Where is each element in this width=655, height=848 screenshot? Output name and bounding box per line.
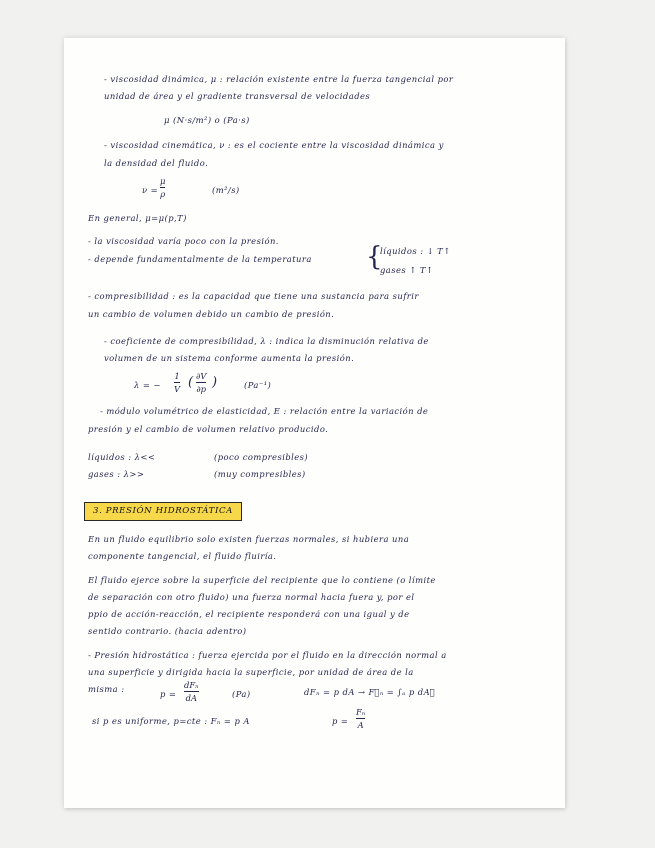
fraction-bar (160, 187, 165, 188)
text-line: El fluido ejerce sobre la superficie del recipiente que lo contiene (o límite (88, 575, 436, 585)
text-line: una superficie y dirigida hacia la superficie, por unidad de área de la (88, 667, 414, 677)
text-line: - viscosidad dinámica, μ : relación existente entre la fuerza tangencial por (104, 74, 454, 84)
denominator: dA (185, 693, 197, 703)
unit-text: (Pa⁻¹) (244, 380, 272, 390)
text-line: componente tangencial, el fluido fluiría. (88, 551, 277, 561)
text-line: misma : (88, 684, 125, 694)
paren: ( (188, 375, 194, 390)
denominator: V (174, 384, 181, 394)
fraction-pfa (356, 707, 365, 730)
fraction-pdf (184, 680, 199, 703)
numerator: 1 (174, 371, 180, 381)
text-line: presión y el cambio de volumen relativo producido. (88, 424, 329, 434)
text-line: (poco compresibles) (214, 452, 309, 462)
text-line: la densidad del fluido. (104, 158, 209, 168)
numerator: dFₙ (184, 680, 199, 690)
numerator: μ (160, 176, 166, 186)
paren: ) (212, 375, 218, 390)
numerator: ∂V (196, 371, 207, 381)
text-line: En general, μ=μ(p,T) (88, 213, 187, 223)
fraction-bar (356, 718, 365, 719)
formula-label: λ = − (134, 380, 161, 390)
text-line: gases ↑ T↑ (380, 265, 434, 275)
fraction-nu (160, 176, 165, 199)
fraction-bar (196, 382, 206, 383)
text-line: - la viscosidad varía poco con la presión. (88, 236, 279, 246)
text-line: ppio de acción-reacción, el recipiente responderá con una igual y de (88, 609, 410, 619)
text-line: sentido contrario. (hacia adentro) (88, 626, 247, 636)
text-line: un cambio de volumen debido un cambio de presión. (88, 309, 335, 319)
section-heading: 3. PRESIÓN HIDROSTÁTICA (84, 502, 242, 521)
text-line: - Presión hidrostática : fuerza ejercida por el fluido en la dirección normal a (88, 650, 447, 660)
denominator: ∂p (196, 384, 207, 394)
text-line: volumen de un sistema conforme aumenta la presión. (104, 353, 355, 363)
fraction-bar (174, 382, 180, 383)
text-line: líquidos : λ<< (88, 452, 156, 462)
text-line: - compresibilidad : es la capacidad que tiene una sustancia para sufrir (88, 291, 419, 301)
formula-label: ν = (142, 185, 159, 195)
fraction-bar (184, 691, 199, 692)
fraction-lambda (174, 371, 180, 394)
unit-text: (m²/s) (212, 185, 240, 195)
text-line: de separación con otro fluido) una fuerza normal hacia fuera y, por el (88, 592, 415, 602)
text-line: - módulo volumétrico de elasticidad, E : relación entre la variación de (100, 406, 429, 416)
text-line: (muy compresibles) (214, 469, 306, 479)
formula-line: dFₙ = p dA → F⃗ₙ = ∫ₐ p dA⃗ (304, 687, 436, 697)
text-line: gases : λ>> (88, 469, 145, 479)
unit-text: (Pa) (232, 689, 251, 699)
text-line: unidad de área y el gradiente transversal de velocidades (104, 91, 371, 101)
numerator: Fₙ (356, 707, 366, 717)
denominator: ρ (160, 189, 166, 199)
text-line: líquidos : ↓ T↑ (380, 246, 451, 256)
denominator: A (357, 720, 364, 730)
fraction-dvdp (196, 371, 206, 394)
text-line: - coeficiente de compresibilidad, λ : indica la disminución relativa de (104, 336, 429, 346)
text-line: - viscosidad cinemática, ν : es el cociente entre la viscosidad dinámica y (104, 140, 444, 150)
formula-label: p = (160, 689, 177, 699)
text-line: En un fluido equilibrio solo existen fuerzas normales, si hubiera una (88, 534, 410, 544)
formula-line: μ (N·s/m²) o (Pa·s) (164, 115, 250, 125)
text-line: si p es uniforme, p=cte : Fₙ = p A (92, 716, 250, 726)
text-line: - depende fundamentalmente de la temperatura (88, 254, 312, 264)
brace: { (366, 242, 383, 272)
formula-label: p = (332, 716, 349, 726)
